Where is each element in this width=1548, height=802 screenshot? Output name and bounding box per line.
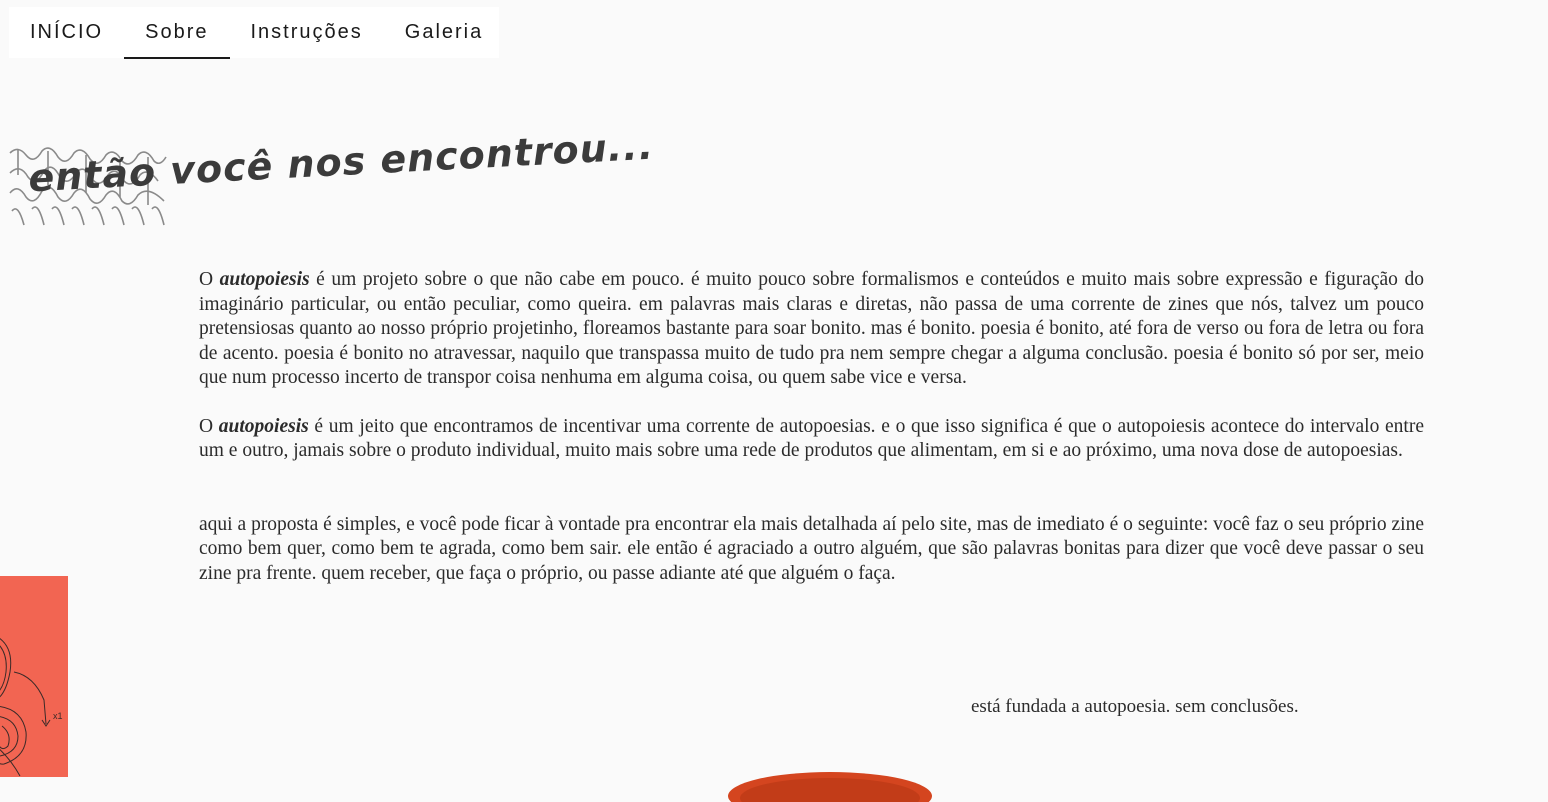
- page-headline: então você nos encontrou...: [27, 123, 655, 201]
- sketch-drawing: [0, 576, 68, 777]
- top-nav: [9, 7, 499, 58]
- brand-name: autopoiesis: [219, 269, 310, 290]
- about-content: [199, 268, 1424, 586]
- closing-line: está fundada a autopoesia. sem conclusões.: [971, 696, 1299, 717]
- sketch-label: x1: [53, 711, 63, 721]
- nav-item-galeria[interactable]: Galeria: [404, 21, 484, 43]
- nav-item-inicio[interactable]: INÍCIO: [30, 21, 104, 43]
- bottom-image: [720, 762, 940, 802]
- paragraph-intro: O autopoiesis é um projeto sobre o que não cabe em pouco. é muito pouco sobre formalismos e conteúdos e muito mais sobre expressão e figuração do imaginário particular, ou então peculiar, como queira. em palavras mais claras e diretas, não passa de uma corrente de zines que nós, talvez um pouco pretensiosas quanto ao nosso próprio projetinho, floreamos bastante para soar bonito. mas é bonito. poesia é bonito, até fora de verso ou fora de letra ou fora de acento. poesia é bonito no atravessar, naquilo que transpassa muito de tudo pra nem sempre chegar a alguma conclusão. poesia é bonito só por ser, meio que num processo incerto de transpor coisa nenhuma em alguma coisa, ou quem sabe vice e versa.: [199, 269, 1424, 388]
- nav-item-sobre[interactable]: Sobre: [124, 7, 229, 58]
- paragraph-proposta: aqui a proposta é simples, e você pode ficar à vontade pra encontrar ela mais detalhada aí pelo site, mas de imediato é o seguinte: você faz o seu próprio zine como bem quer, como bem te agrada, como bem sair. ele então é agraciado a outro alguém, que são palavras bonitas para dizer que você deve passar o seu zine pra frente. quem receber, que faça o próprio, ou passe adiante até que alguém o faça.: [199, 513, 1424, 584]
- nav-item-instrucoes[interactable]: Instruções: [250, 21, 363, 43]
- paragraph-corrente: O autopoiesis é um jeito que encontramos de incentivar uma corrente de autopoesias. e o que isso significa é que o autopoiesis acontece do intervalo entre um e outro, jamais sobre o produto individual, muito mais sobre uma rede de produtos que alimentam, em si e ao próximo, uma nova dose de autopoesias.: [199, 415, 1424, 461]
- side-illustration: [0, 576, 68, 777]
- brand-name: autopoiesis: [218, 415, 309, 437]
